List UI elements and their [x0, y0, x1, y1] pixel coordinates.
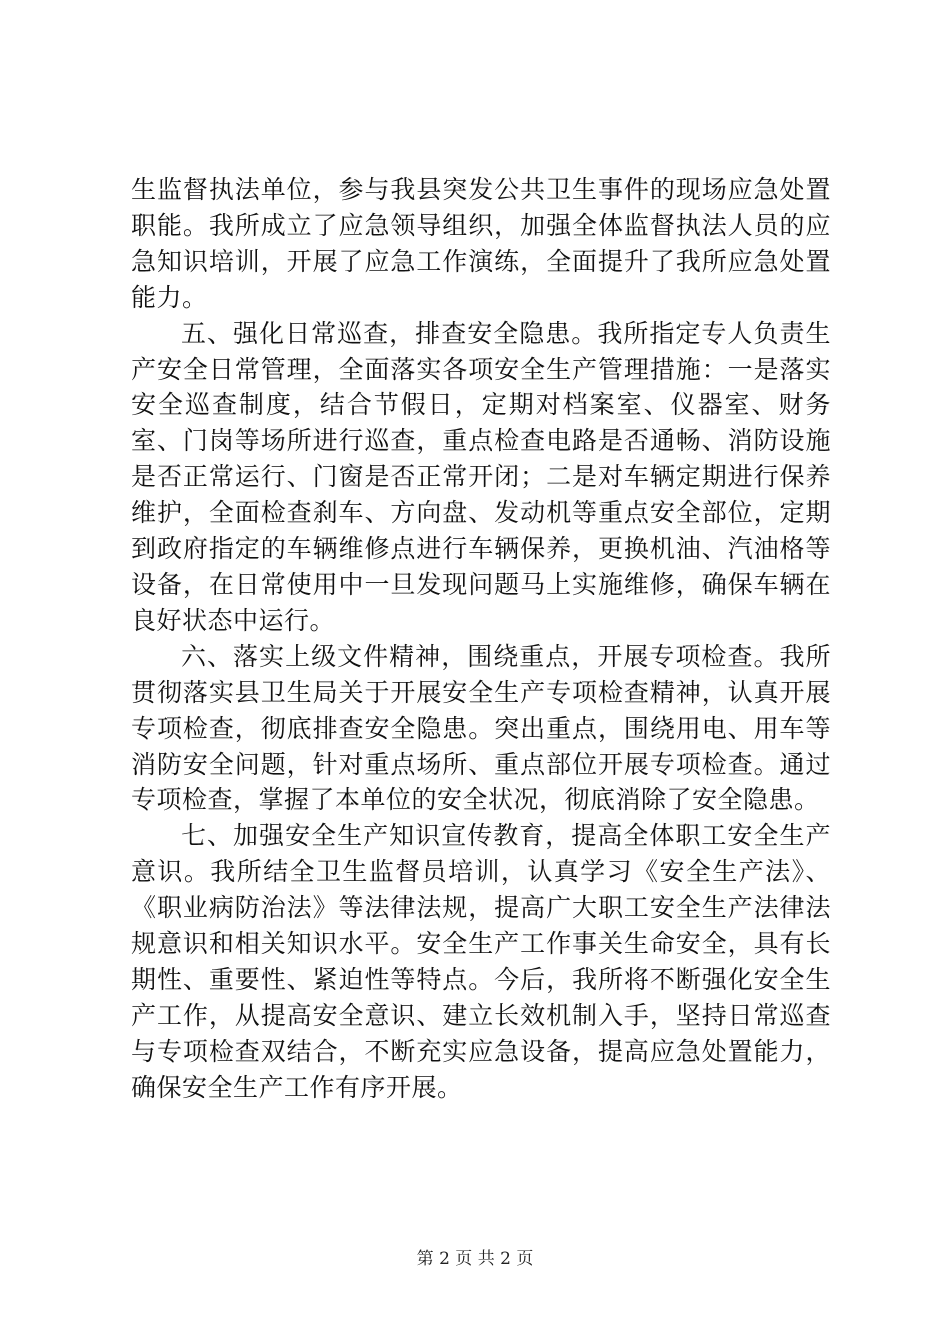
document-body: [131, 172, 831, 1106]
paragraph-section-six: 六、落实上级文件精神，围绕重点，开展专项检查。我所贯彻落实县卫生局关于开展安全生产专项检查精神，认真开展专项检查，彻底排查安全隐患。突出重点，围绕用电、用车等消防安全问题，针对重点场所、重点部位开展专项检查。通过专项检查，掌握了本单位的安全状况，彻底消除了安全隐患。: [131, 641, 831, 815]
paragraph-section-seven: 七、加强安全生产知识宣传教育，提高全体职工安全生产意识。我所结全卫生监督员培训，认真学习《安全生产法》、《职业病防治法》等法律法规，提高广大职工安全生产法律法规意识和相关知识水平。安全生产工作事关生命安全，具有长期性、重要性、紧迫性等特点。今后，我所将不断强化安全生产工作，从提高安全意识、建立长效机制入手，坚持日常巡查与专项检查双结合，不断充实应急设备，提高应急处置能力，确保安全生产工作有序开展。: [131, 821, 831, 1102]
paragraph-section-five: 五、强化日常巡查，排查安全隐患。我所指定专人负责生产安全日常管理，全面落实各项安全生产管理措施：一是落实安全巡查制度，结合节假日，定期对档案室、仪器室、财务室、门岗等场所进行巡查，重点检查电路是否通畅、消防设施是否正常运行、门窗是否正常开闭；二是对车辆定期进行保养维护，全面检查刹车、方向盘、发动机等重点安全部位，定期到政府指定的车辆维修点进行车辆保养，更换机油、汽油格等设备，在日常使用中一旦发现问题马上实施维修，确保车辆在良好状态中运行。: [131, 318, 831, 635]
page-footer: 第 2 页 共 2 页: [416, 1249, 534, 1269]
paragraph-continuation: 生监督执法单位，参与我县突发公共卫生事件的现场应急处置职能。我所成立了应急领导组织，加强全体监督执法人员的应急知识培训，开展了应急工作演练，全面提升了我所应急处置能力。: [131, 175, 831, 312]
